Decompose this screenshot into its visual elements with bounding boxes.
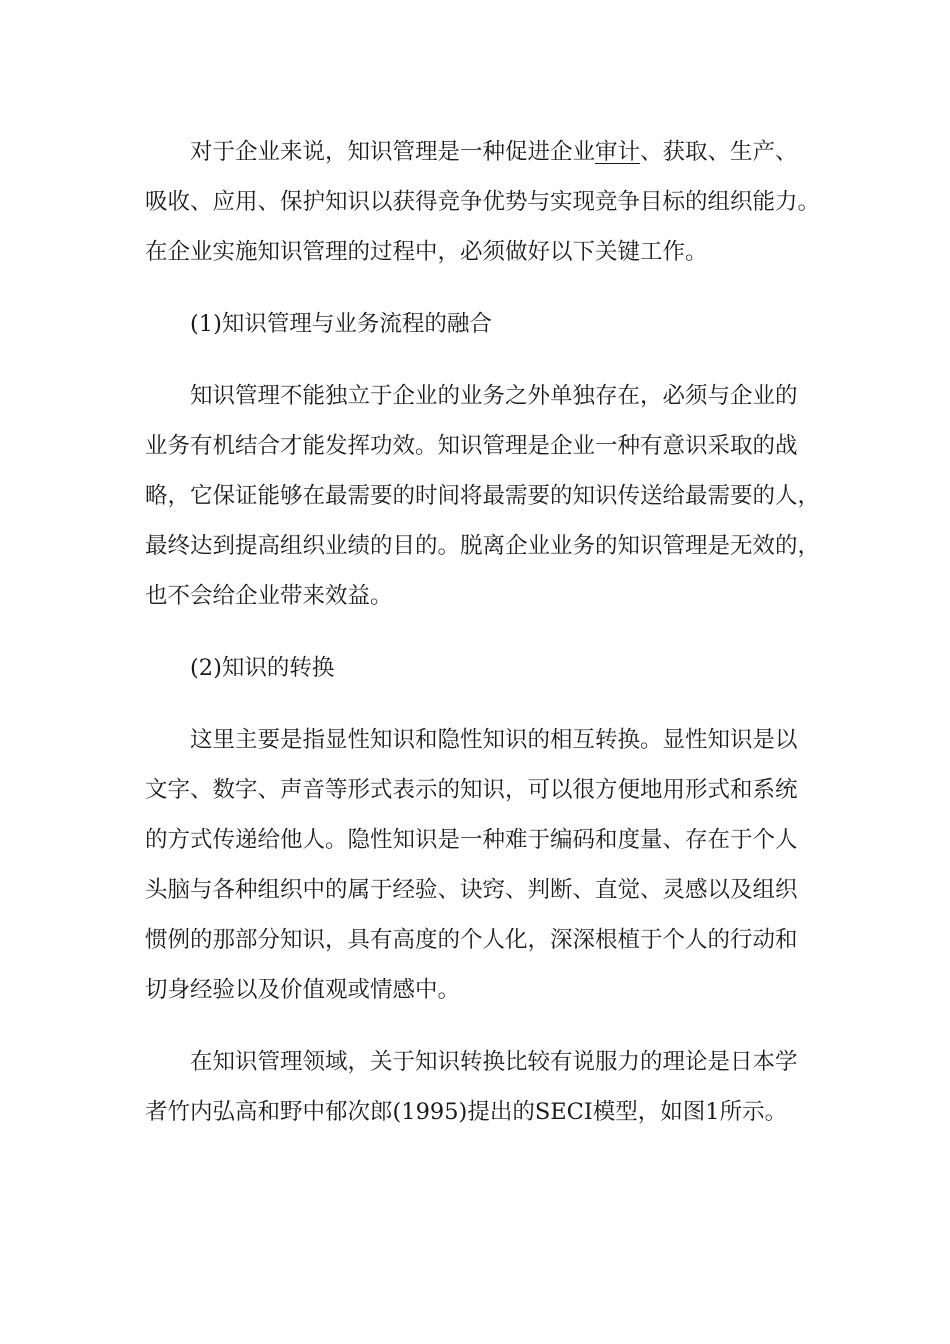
text-line: 切身经验以及价值观或情感中。 <box>145 977 461 1003</box>
section-heading-2: (2)知识的转换 <box>190 655 335 681</box>
text-line: 吸收、应用、保护知识以获得竞争优势与实现竞争目标的组织能力。 <box>145 189 821 215</box>
text-line: 惯例的那部分知识，具有高度的个人化，深深根植于个人的行动和 <box>145 927 798 953</box>
text-line: 在知识管理领域，关于知识转换比较有说服力的理论是日本学 <box>190 1049 798 1075</box>
text-line: 的方式传递给他人。隐性知识是一种难于编码和度量、存在于个人 <box>145 827 798 853</box>
text-span: 、获取、生产、 <box>640 139 798 165</box>
text-line: 业务有机结合才能发挥功效。知识管理是企业一种有意识采取的战 <box>145 433 798 459</box>
text-line: 者竹内弘高和野中郁次郎(1995)提出的SECI模型，如图1所示。 <box>145 1099 788 1125</box>
text-line: 在企业实施知识管理的过程中，必须做好以下关键工作。 <box>145 239 708 265</box>
text-line: 文字、数字、声音等形式表示的知识，可以很方便地用形式和系统 <box>145 777 798 803</box>
text-line: 知识管理不能独立于企业的业务之外单独存在，必须与企业的 <box>190 383 798 409</box>
text-line: 略，它保证能够在最需要的时间将最需要的知识传送给最需要的人， <box>145 483 821 509</box>
text-line: 最终达到提高组织业绩的目的。脱离企业业务的知识管理是无效的， <box>145 533 821 559</box>
text-line: 头脑与各种组织中的属于经验、诀窍、判断、直觉、灵感以及组织 <box>145 877 798 903</box>
text-line: 也不会给企业带来效益。 <box>145 583 393 609</box>
text-span: 对于企业来说，知识管理是一种促进企业 <box>190 139 596 165</box>
text-line: 这里主要是指显性知识和隐性知识的相互转换。显性知识是以 <box>190 727 798 753</box>
text-line <box>190 137 798 167</box>
section-heading-1: (1)知识管理与业务流程的融合 <box>190 311 492 337</box>
audit-link[interactable]: 审计 <box>595 139 641 165</box>
